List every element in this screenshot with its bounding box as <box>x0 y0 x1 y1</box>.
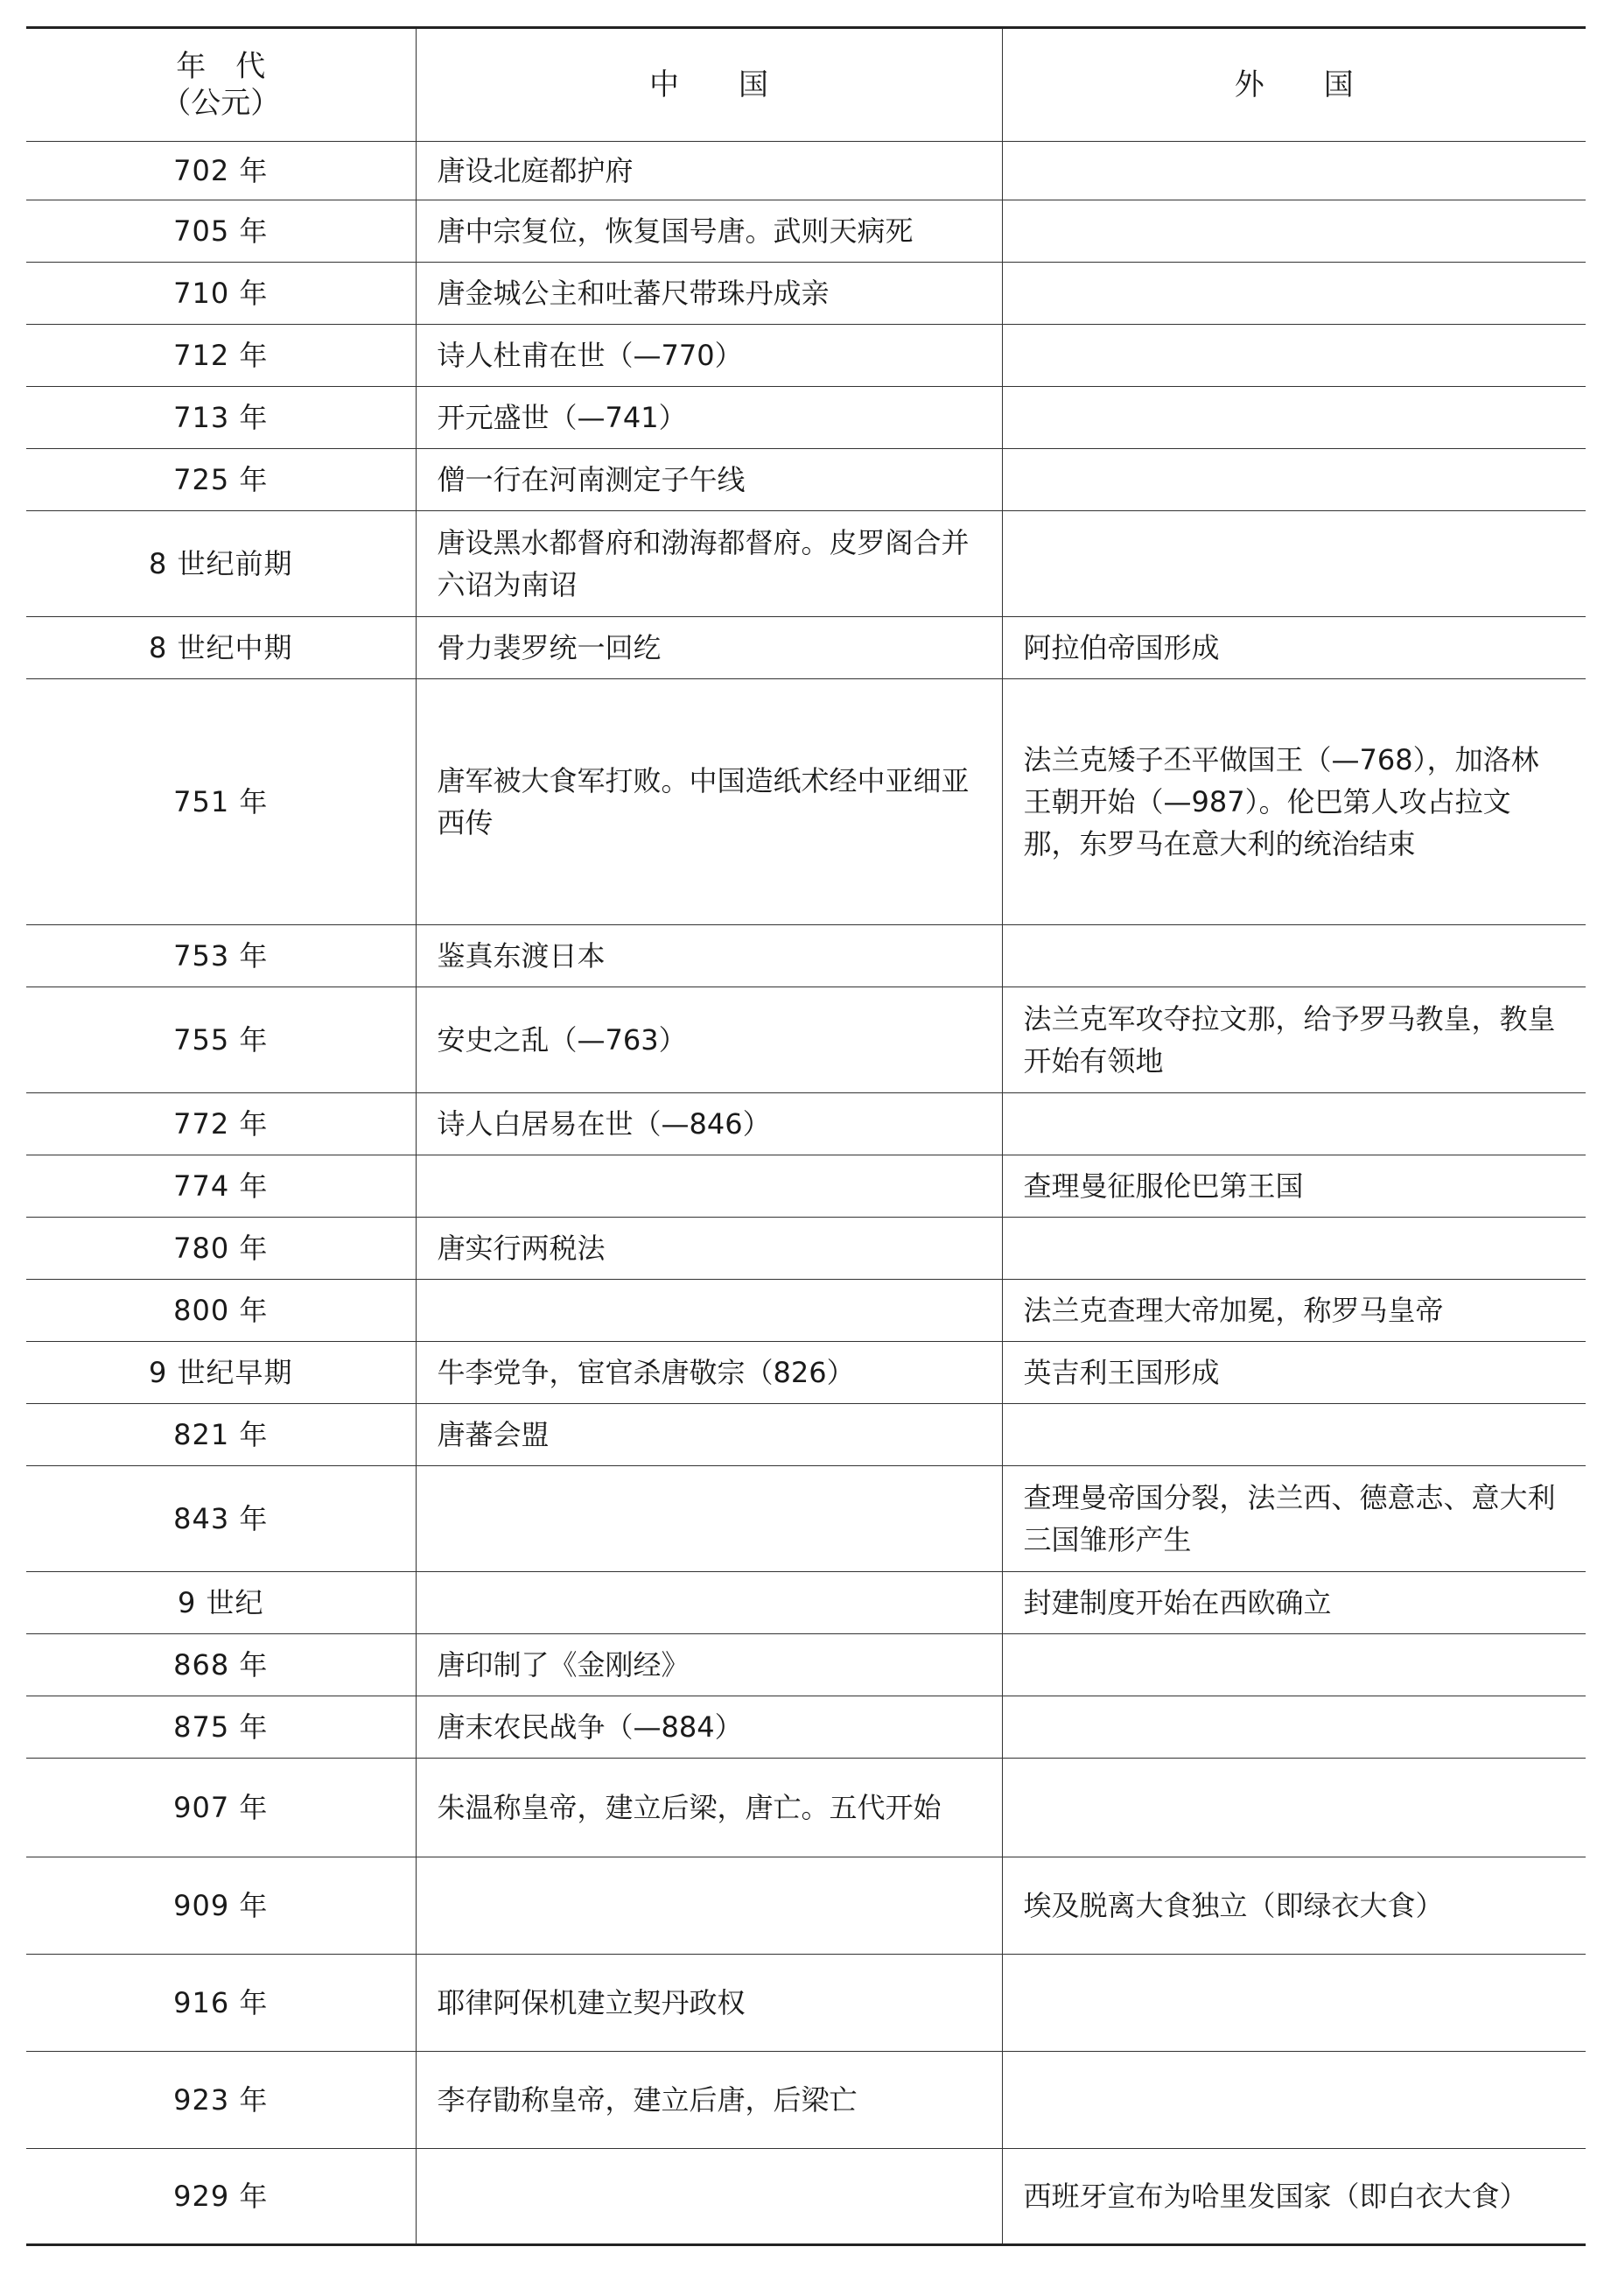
china-event-cell <box>416 1280 1002 1342</box>
foreign-event-cell <box>1002 325 1586 387</box>
china-event-cell: 鉴真东渡日本 <box>416 925 1002 987</box>
table-row <box>26 387 1586 449</box>
china-event-cell: 朱温称皇帝，建立后梁，唐亡。五代开始 <box>416 1759 1002 1857</box>
china-event-cell <box>416 1572 1002 1634</box>
foreign-event-cell: 法兰克军攻夺拉文那，给予罗马教皇，教皇开始有领地 <box>1002 987 1586 1093</box>
table-row <box>26 1857 1586 1955</box>
table-header <box>26 28 1586 142</box>
table-row <box>26 2052 1586 2149</box>
table-row <box>26 449 1586 511</box>
chronology-table <box>26 26 1586 2246</box>
header-foreign: 外 国 <box>1002 28 1586 142</box>
foreign-event-cell <box>1002 387 1586 449</box>
table-row <box>26 1955 1586 2052</box>
table-row <box>26 987 1586 1093</box>
table-row <box>26 925 1586 987</box>
table-row <box>26 263 1586 325</box>
foreign-event-cell <box>1002 1093 1586 1155</box>
foreign-event-cell <box>1002 2052 1586 2149</box>
foreign-event-cell: 查理曼帝国分裂，法兰西、德意志、意大利三国雏形产生 <box>1002 1466 1586 1572</box>
foreign-event-cell <box>1002 200 1586 263</box>
year-cell: 916 年 <box>26 1955 416 2052</box>
year-cell: 780 年 <box>26 1218 416 1280</box>
china-event-cell: 开元盛世（—741） <box>416 387 1002 449</box>
china-event-cell: 唐印制了《金刚经》 <box>416 1634 1002 1696</box>
china-event-cell: 僧一行在河南测定子午线 <box>416 449 1002 511</box>
header-row <box>26 28 1586 142</box>
year-cell: 755 年 <box>26 987 416 1093</box>
foreign-event-cell <box>1002 142 1586 200</box>
year-cell: 705 年 <box>26 200 416 263</box>
table-row <box>26 1155 1586 1218</box>
china-event-cell: 牛李党争，宦官杀唐敬宗（826） <box>416 1342 1002 1404</box>
foreign-event-cell: 封建制度开始在西欧确立 <box>1002 1572 1586 1634</box>
china-event-cell: 唐设北庭都护府 <box>416 142 1002 200</box>
year-cell: 800 年 <box>26 1280 416 1342</box>
year-cell: 772 年 <box>26 1093 416 1155</box>
table-row <box>26 1404 1586 1466</box>
china-event-cell <box>416 2149 1002 2245</box>
table-row <box>26 325 1586 387</box>
foreign-event-cell <box>1002 1218 1586 1280</box>
foreign-event-cell <box>1002 449 1586 511</box>
year-cell: 875 年 <box>26 1696 416 1759</box>
foreign-event-cell: 法兰克矮子丕平做国王（—768），加洛林王朝开始（—987）。伦巴第人攻占拉文那，东罗马在意大利的统治结束 <box>1002 679 1586 925</box>
china-event-cell: 诗人白居易在世（—846） <box>416 1093 1002 1155</box>
china-event-cell: 安史之乱（—763） <box>416 987 1002 1093</box>
foreign-event-cell <box>1002 263 1586 325</box>
foreign-event-cell <box>1002 1696 1586 1759</box>
year-cell: 8 世纪前期 <box>26 511 416 617</box>
china-event-cell <box>416 1857 1002 1955</box>
header-china: 中 国 <box>416 28 1002 142</box>
year-cell: 774 年 <box>26 1155 416 1218</box>
china-event-cell: 唐金城公主和吐蕃尺带珠丹成亲 <box>416 263 1002 325</box>
year-cell: 821 年 <box>26 1404 416 1466</box>
year-cell: 753 年 <box>26 925 416 987</box>
foreign-event-cell <box>1002 1955 1586 2052</box>
foreign-event-cell <box>1002 925 1586 987</box>
table-row <box>26 617 1586 679</box>
china-event-cell <box>416 1466 1002 1572</box>
year-cell: 923 年 <box>26 2052 416 2149</box>
year-cell: 909 年 <box>26 1857 416 1955</box>
china-event-cell: 唐军被大食军打败。中国造纸术经中亚细亚西传 <box>416 679 1002 925</box>
year-cell: 8 世纪中期 <box>26 617 416 679</box>
header-year-unit: （公元） <box>161 86 281 121</box>
foreign-event-cell: 英吉利王国形成 <box>1002 1342 1586 1404</box>
year-cell: 868 年 <box>26 1634 416 1696</box>
china-event-cell: 耶律阿保机建立契丹政权 <box>416 1955 1002 2052</box>
year-cell: 725 年 <box>26 449 416 511</box>
table-row <box>26 200 1586 263</box>
china-event-cell: 诗人杜甫在世（—770） <box>416 325 1002 387</box>
china-event-cell: 唐中宗复位，恢复国号唐。武则天病死 <box>416 200 1002 263</box>
foreign-event-cell: 查理曼征服伦巴第王国 <box>1002 1155 1586 1218</box>
year-cell: 713 年 <box>26 387 416 449</box>
table-row <box>26 1218 1586 1280</box>
table-row <box>26 1342 1586 1404</box>
table-row <box>26 2149 1586 2245</box>
year-cell: 929 年 <box>26 2149 416 2245</box>
header-year-label: 年 代 <box>176 49 266 84</box>
china-event-cell: 骨力裴罗统一回纥 <box>416 617 1002 679</box>
table-row <box>26 1572 1586 1634</box>
foreign-event-cell: 埃及脱离大食独立（即绿衣大食） <box>1002 1857 1586 1955</box>
china-event-cell: 唐设黑水都督府和渤海都督府。皮罗阁合并六诏为南诏 <box>416 511 1002 617</box>
year-cell: 712 年 <box>26 325 416 387</box>
foreign-event-cell <box>1002 1404 1586 1466</box>
year-cell: 702 年 <box>26 142 416 200</box>
china-event-cell <box>416 1155 1002 1218</box>
year-cell: 843 年 <box>26 1466 416 1572</box>
year-cell: 710 年 <box>26 263 416 325</box>
table-row <box>26 1280 1586 1342</box>
foreign-event-cell: 阿拉伯帝国形成 <box>1002 617 1586 679</box>
table-row <box>26 1634 1586 1696</box>
header-year <box>26 28 416 142</box>
foreign-event-cell <box>1002 1634 1586 1696</box>
foreign-event-cell: 西班牙宣布为哈里发国家（即白衣大食） <box>1002 2149 1586 2245</box>
table-row <box>26 511 1586 617</box>
year-cell: 9 世纪 <box>26 1572 416 1634</box>
table-body <box>26 142 1586 2245</box>
table-row <box>26 1466 1586 1572</box>
table-row <box>26 142 1586 200</box>
foreign-event-cell <box>1002 511 1586 617</box>
table-row <box>26 1093 1586 1155</box>
year-cell: 751 年 <box>26 679 416 925</box>
year-cell: 907 年 <box>26 1759 416 1857</box>
china-event-cell: 唐实行两税法 <box>416 1218 1002 1280</box>
table-row <box>26 1696 1586 1759</box>
china-event-cell: 唐蕃会盟 <box>416 1404 1002 1466</box>
foreign-event-cell: 法兰克查理大帝加冕，称罗马皇帝 <box>1002 1280 1586 1342</box>
table-row <box>26 1759 1586 1857</box>
year-cell: 9 世纪早期 <box>26 1342 416 1404</box>
china-event-cell: 唐末农民战争（—884） <box>416 1696 1002 1759</box>
china-event-cell: 李存勖称皇帝，建立后唐，后梁亡 <box>416 2052 1002 2149</box>
table-row <box>26 679 1586 925</box>
foreign-event-cell <box>1002 1759 1586 1857</box>
